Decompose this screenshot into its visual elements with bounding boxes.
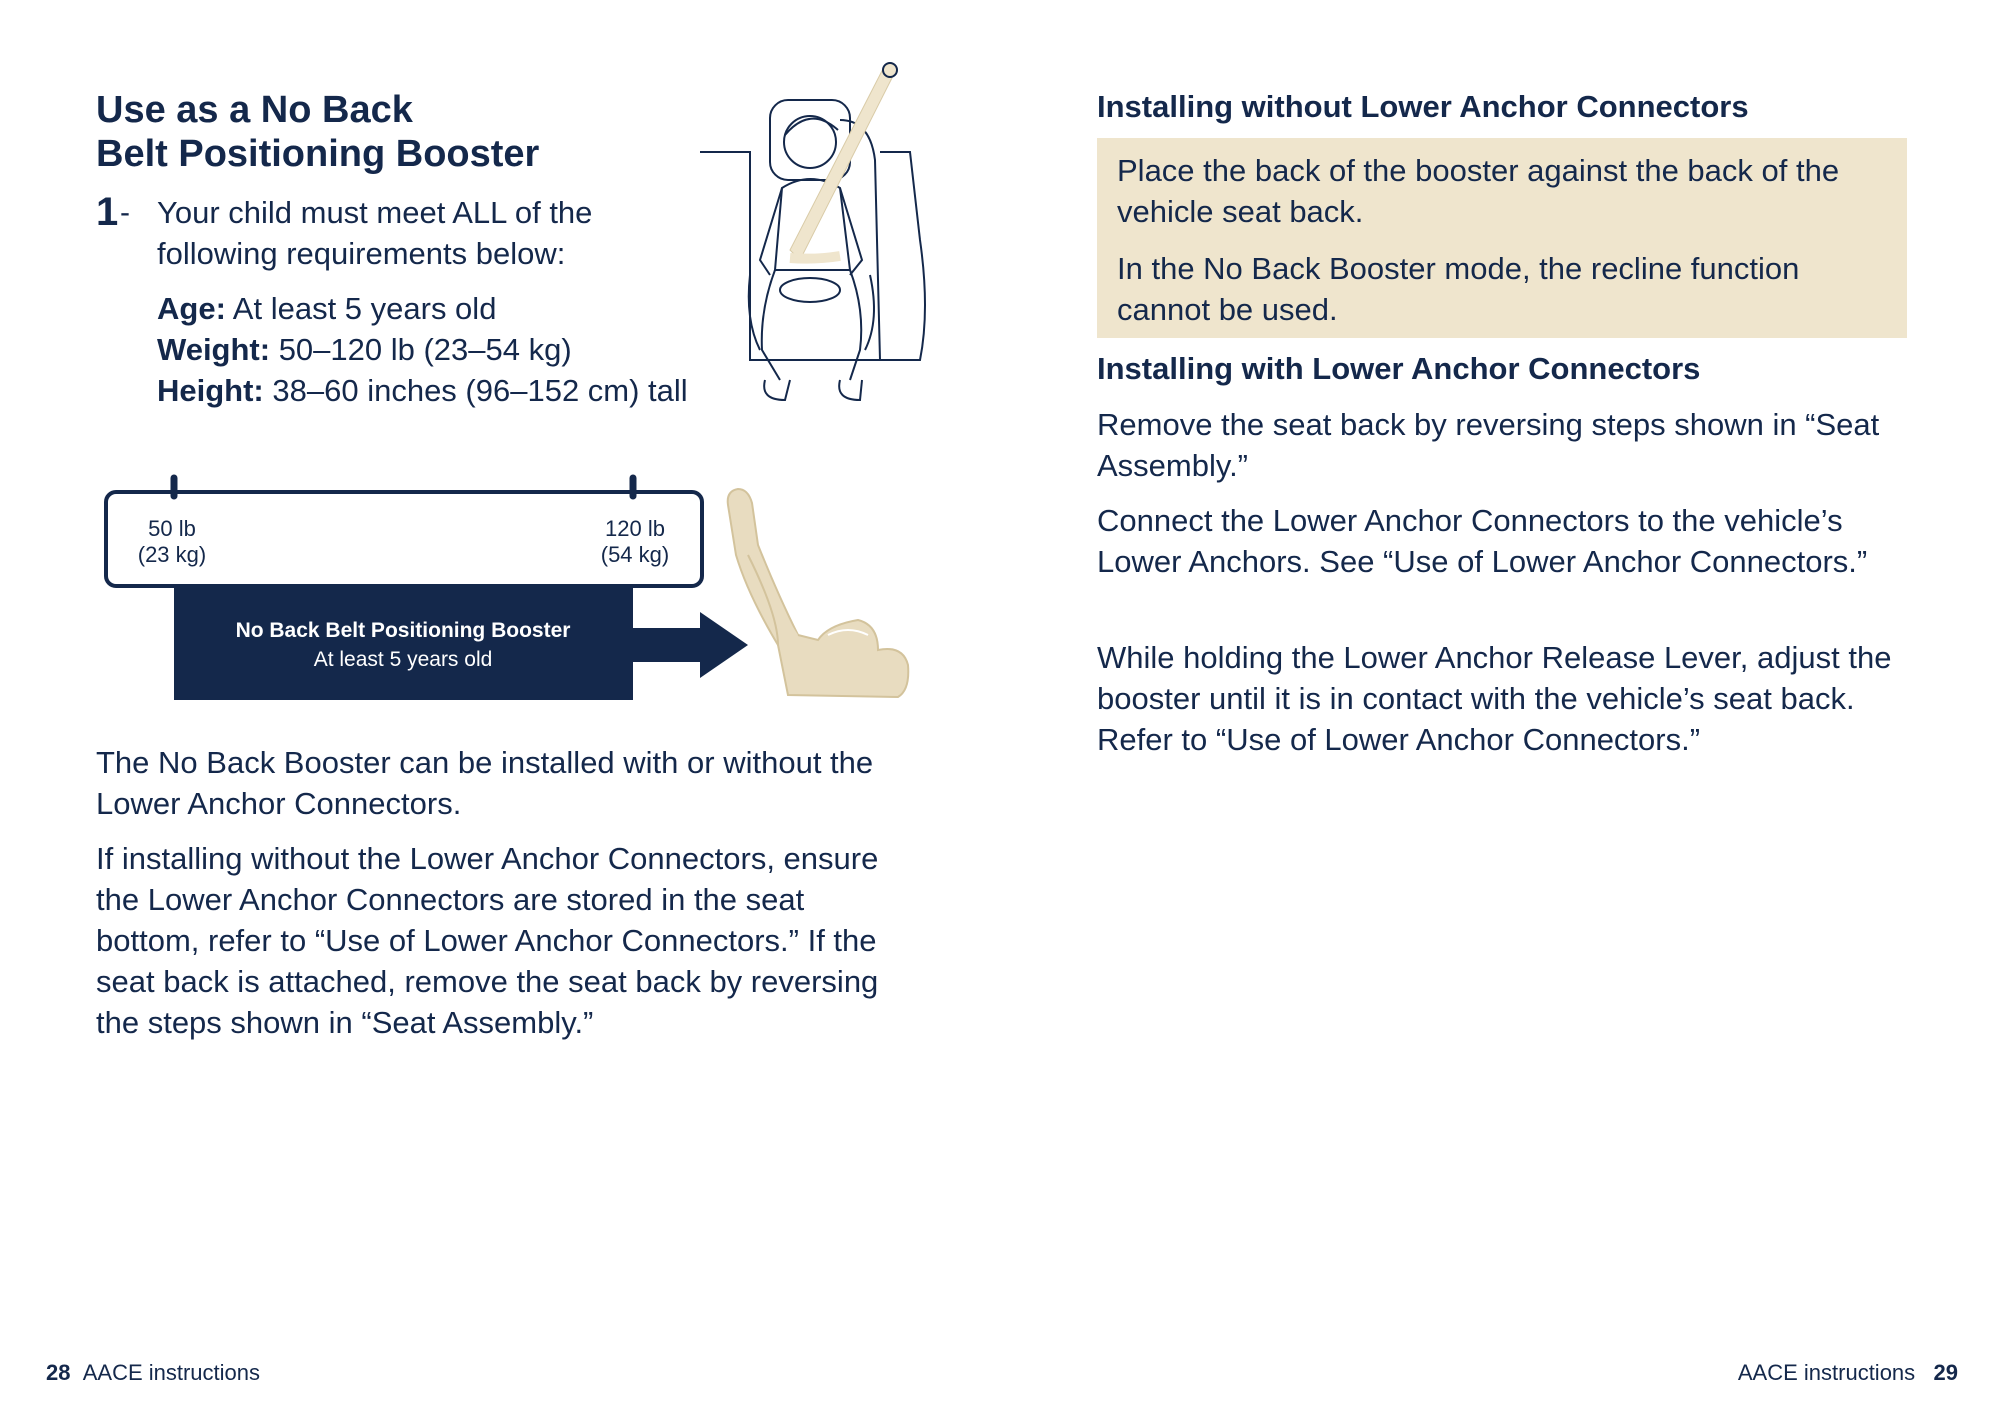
requirement-weight: Weight: 50–120 lb (23–54 kg): [157, 332, 572, 367]
mode-sub-label: At least 5 years old: [313, 648, 493, 671]
requirement-age: Age: At least 5 years old: [157, 291, 497, 326]
min-weight-kg: (23 kg): [137, 542, 207, 567]
requirements-list: [157, 288, 688, 411]
mode-label: No Back Belt Positioning Booster: [235, 619, 571, 642]
heading-with-anchors: Installing with Lower Anchor Connectors: [1097, 351, 1701, 386]
page-title-line1: Use as a No Back: [96, 89, 413, 131]
page-title-line2: Belt Positioning Booster: [96, 133, 540, 175]
right-paragraph-2: Connect the Lower Anchor Connectors to the vehicle’s Lower Anchors. See “Use of Lower Anchor Connectors.”: [1097, 503, 1868, 579]
step-text: Your child must meet ALL of the following requirements below:: [157, 195, 593, 271]
footer-right: [1738, 1360, 1958, 1386]
footer-left: [46, 1360, 260, 1386]
mode-bar: [174, 586, 633, 700]
step-dash: -: [120, 196, 130, 229]
page-number-right: 29: [1933, 1360, 1958, 1385]
note-box: [1097, 138, 1907, 338]
note-text-2: In the No Back Booster mode, the recline function cannot be used.: [1117, 251, 1800, 327]
page-number-left: 28: [46, 1360, 71, 1385]
child-in-booster-illustration: [690, 60, 950, 420]
step-number: 1: [96, 190, 119, 234]
page-title: [96, 88, 539, 176]
requirement-height: Height: 38–60 inches (96–152 cm) tall: [157, 373, 688, 408]
min-weight-lb: 50 lb: [148, 516, 196, 541]
weight-range-chart: [100, 470, 760, 710]
right-paragraph-3: While holding the Lower Anchor Release Lever, adjust the booster until it is in contact with the vehicle’s seat back. Refer to “Use of Lower Anchor Connectors.”: [1097, 640, 1892, 757]
note-text-1: Place the back of the booster against the back of the vehicle seat back.: [1117, 153, 1840, 229]
booster-seat-icon: [718, 485, 918, 705]
heading-without-anchors: Installing without Lower Anchor Connectors: [1097, 89, 1749, 124]
footer-left-label: AACE instructions: [82, 1360, 261, 1385]
max-weight-lb: 120 lb: [605, 516, 665, 541]
left-paragraph-1: The No Back Booster can be installed with or without the Lower Anchor Connectors.: [96, 745, 874, 821]
right-paragraph-1: Remove the seat back by reversing steps shown in “Seat Assembly.”: [1097, 407, 1880, 483]
left-paragraph-2: If installing without the Lower Anchor Connectors, ensure the Lower Anchor Connectors are stored in the seat bottom, refer to “Use of Lower Anchor Connectors.” If the seat back is attached, remove the seat back by reversing the steps shown in “Seat Assembly.”: [96, 841, 879, 1040]
footer-right-label: AACE instructions: [1737, 1360, 1916, 1385]
max-weight-kg: (54 kg): [600, 542, 670, 567]
